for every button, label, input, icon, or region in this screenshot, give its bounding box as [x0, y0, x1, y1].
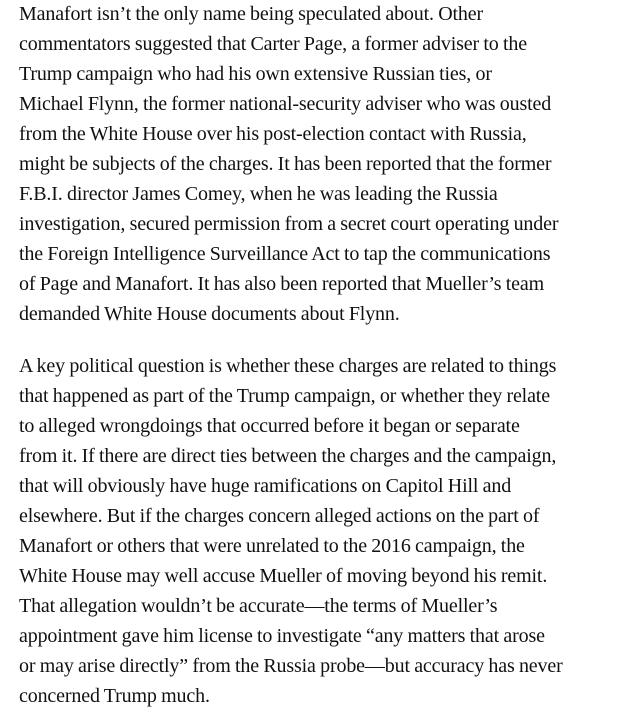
paragraph-line: might be subjects of the charges. It has been reported that the former — [19, 153, 552, 175]
paragraph-manafort-speculation — [19, 0, 614, 329]
paragraph-line: commentators suggested that Carter Page, a former adviser to the — [19, 33, 527, 55]
paragraph-line: That allegation wouldn’t be accurate—the terms of Mueller’s — [19, 595, 498, 617]
paragraph-line: White House may well accuse Mueller of moving beyond his remit. — [19, 565, 548, 587]
paragraph-line: A key political question is whether these charges are related to things — [19, 355, 557, 377]
paragraph-line: Michael Flynn, the former national-security adviser who was ousted — [19, 93, 552, 115]
paragraph-line: that will obviously have huge ramifications on Capitol Hill and — [19, 475, 512, 497]
paragraph-line: from it. If there are direct ties between the charges and the campaign, — [19, 445, 557, 467]
paragraph-line: investigation, secured permission from a secret court operating under — [19, 213, 559, 235]
paragraph-line: the Foreign Intelligence Surveillance Act to tap the communications — [19, 243, 551, 265]
paragraph-line: Manafort or others that were unrelated to the 2016 campaign, the — [19, 535, 525, 557]
paragraph-line: concerned Trump much. — [19, 685, 210, 707]
paragraph-line: of Page and Manafort. It has also been reported that Mueller’s team — [19, 273, 545, 295]
paragraph-line: F.B.I. director James Comey, when he was leading the Russia — [19, 183, 498, 205]
paragraph-line: elsewhere. But if the charges concern alleged actions on the part of — [19, 505, 540, 527]
paragraph-line: Manafort isn’t the only name being speculated about. Other — [19, 3, 484, 25]
paragraph-line: Trump campaign who had his own extensive Russian ties, or — [19, 63, 492, 85]
paragraph-line: that happened as part of the Trump campaign, or whether they relate — [19, 385, 550, 407]
paragraph-line: from the White House over his post-election contact with Russia, — [19, 123, 527, 145]
paragraph-line: appointment gave him license to investigate “any matters that arose — [19, 625, 545, 647]
paragraph-line: to alleged wrongdoings that occurred before it began or separate — [19, 415, 520, 437]
paragraph-key-political-question — [19, 351, 614, 711]
paragraph-line: demanded White House documents about Flynn. — [19, 303, 400, 325]
article-body — [19, 0, 614, 711]
paragraph-line: or may arise directly” from the Russia probe—but accuracy has never — [19, 655, 563, 677]
